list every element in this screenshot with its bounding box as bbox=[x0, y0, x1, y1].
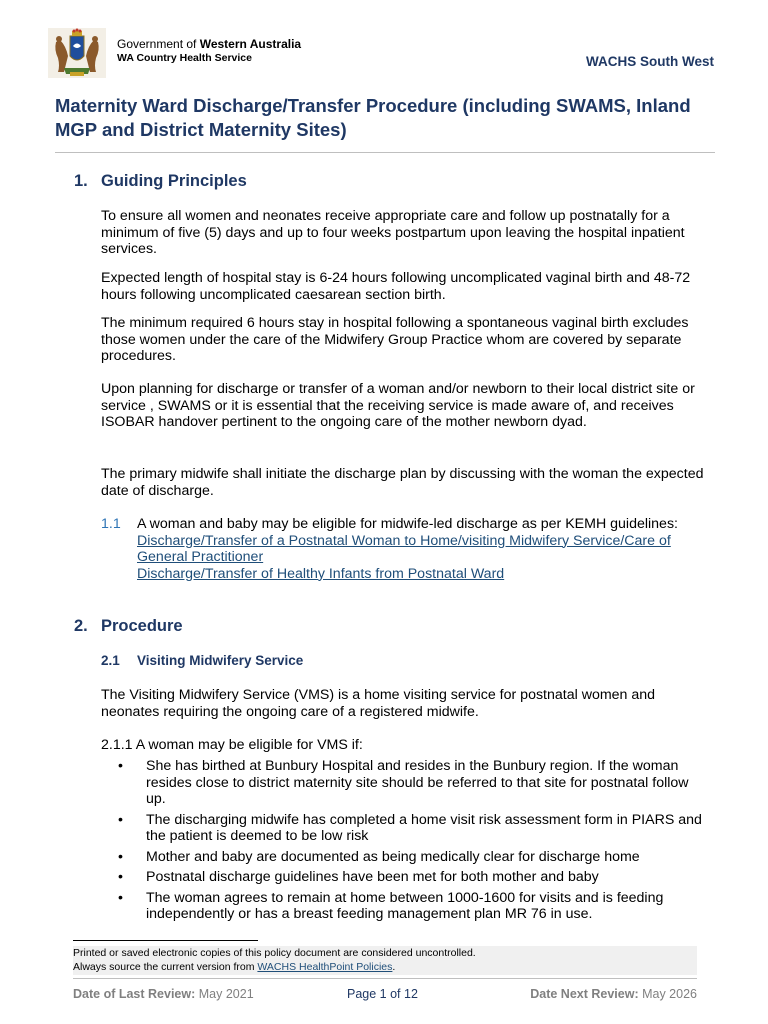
bullet-icon: • bbox=[118, 848, 123, 865]
list-item bbox=[101, 758, 711, 808]
bullet-icon: • bbox=[118, 889, 123, 906]
section-title: Procedure bbox=[101, 617, 183, 635]
page-number: Page 1 of 12 bbox=[347, 987, 418, 1001]
eligibility-lead: 2.1.1 A woman may be eligible for VMS if: bbox=[101, 737, 363, 753]
next-review-label: Date Next Review: bbox=[530, 987, 639, 1001]
footnote-line: Printed or saved electronic copies of this policy document are considered uncontrolled. bbox=[73, 947, 476, 959]
footnote-text: . bbox=[392, 960, 396, 973]
subsection-2-1-heading bbox=[101, 653, 303, 668]
paragraph: The minimum required 6 hours stay in hospital following a spontaneous vaginal birth excludes those women under the care of the Midwifery Group Practice whom are covered by separate procedures. bbox=[101, 315, 689, 364]
list-item bbox=[101, 869, 711, 886]
footer-divider bbox=[73, 978, 697, 979]
postnatal-woman-discharge-link[interactable]: Discharge/Transfer of a Postnatal Woman to Home/visiting Midwifery Service/Care of General Practitioner bbox=[137, 532, 671, 565]
list-item bbox=[101, 812, 711, 845]
subsection-number: 2.1 bbox=[101, 653, 120, 668]
footnote-text: Always source the current version from bbox=[73, 960, 258, 973]
healthy-infants-discharge-link[interactable]: Discharge/Transfer of Healthy Infants from Postnatal Ward bbox=[137, 565, 505, 582]
list-item-text: Mother and baby are documented as being medically clear for discharge home bbox=[146, 848, 640, 865]
paragraph: The Visiting Midwifery Service (VMS) is a home visiting service for postnatal women and neonates requiring the ongoing care of a registered midwife. bbox=[101, 687, 656, 720]
paragraph: To ensure all women and neonates receive appropriate care and follow up postnatally for a minimum of five (5) days and up to four weeks postpartum upon leaving the hospital inpatient services. bbox=[101, 208, 685, 257]
next-review-value: May 2026 bbox=[642, 987, 697, 1001]
healthpoint-policies-link[interactable]: WACHS HealthPoint Policies bbox=[257, 960, 393, 973]
government-state: Western Australia bbox=[199, 37, 302, 51]
last-review-date bbox=[73, 987, 254, 1001]
list-item-text: Postnatal discharge guidelines have been met for both mother and baby bbox=[146, 869, 599, 885]
health-service-name: WA Country Health Service bbox=[117, 52, 252, 64]
next-review-date bbox=[530, 987, 697, 1001]
bullet-icon: • bbox=[118, 869, 123, 885]
section-title: Guiding Principles bbox=[101, 172, 247, 190]
government-name bbox=[117, 37, 301, 51]
wa-coat-of-arms-logo bbox=[48, 28, 106, 78]
bullet-icon: • bbox=[118, 758, 123, 774]
paragraph: Upon planning for discharge or transfer of a woman and/or newborn to their local district site or service , SWAMS or it is essential that the receiving service is made aware of, and receives ISOBAR handover pertinent to the ongoing care of the mother newborn dyad. bbox=[101, 381, 695, 430]
paragraph: The primary midwife shall initiate the discharge plan by discussing with the woman the expected date of discharge. bbox=[101, 466, 704, 499]
region-label: WACHS South West bbox=[586, 54, 714, 69]
list-item bbox=[101, 890, 711, 923]
last-review-value: May 2021 bbox=[198, 987, 254, 1001]
subsection-body bbox=[137, 516, 711, 582]
list-item-text: The woman agrees to remain at home between 1000-1600 for visits and is feeding independently or has a breast feeding management plan MR 76 in use. bbox=[146, 889, 664, 922]
subsection-number: 1.1 bbox=[101, 516, 121, 532]
page-header bbox=[48, 28, 714, 82]
bullet-icon: • bbox=[118, 811, 123, 828]
list-item bbox=[101, 849, 711, 866]
footnote-divider bbox=[73, 940, 258, 941]
list-item-text: She has birthed at Bunbury Hospital and resides in the Bunbury region. If the woman resides close to district maternity site should be referred to that site for postnatal follow up. bbox=[146, 758, 689, 807]
section-number: 1. bbox=[74, 172, 88, 190]
eligibility-list bbox=[101, 758, 711, 927]
government-branding bbox=[117, 37, 301, 64]
uncontrolled-copy-notice bbox=[73, 946, 697, 975]
document-title: Maternity Ward Discharge/Transfer Procedure (including SWAMS, Inland MGP and District Maternity Sites) bbox=[55, 95, 691, 140]
section-2-heading bbox=[74, 617, 183, 636]
government-prefix: Government of bbox=[117, 37, 200, 51]
list-item-text: The discharging midwife has completed a home visit risk assessment form in PIARS and the patient is deemed to be low risk bbox=[146, 811, 702, 844]
paragraph: Expected length of hospital stay is 6-24 hours following uncomplicated vaginal birth and 48-72 hours following uncomplicated caesarean section birth. bbox=[101, 270, 691, 303]
section-number: 2. bbox=[74, 617, 88, 635]
footnote-line bbox=[73, 961, 697, 975]
section-1-heading bbox=[74, 172, 247, 191]
title-divider bbox=[55, 152, 715, 153]
last-review-label: Date of Last Review: bbox=[73, 987, 196, 1001]
subsection-title: Visiting Midwifery Service bbox=[137, 653, 304, 668]
subsection-text: A woman and baby may be eligible for midwife-led discharge as per KEMH guidelines: bbox=[137, 516, 678, 532]
